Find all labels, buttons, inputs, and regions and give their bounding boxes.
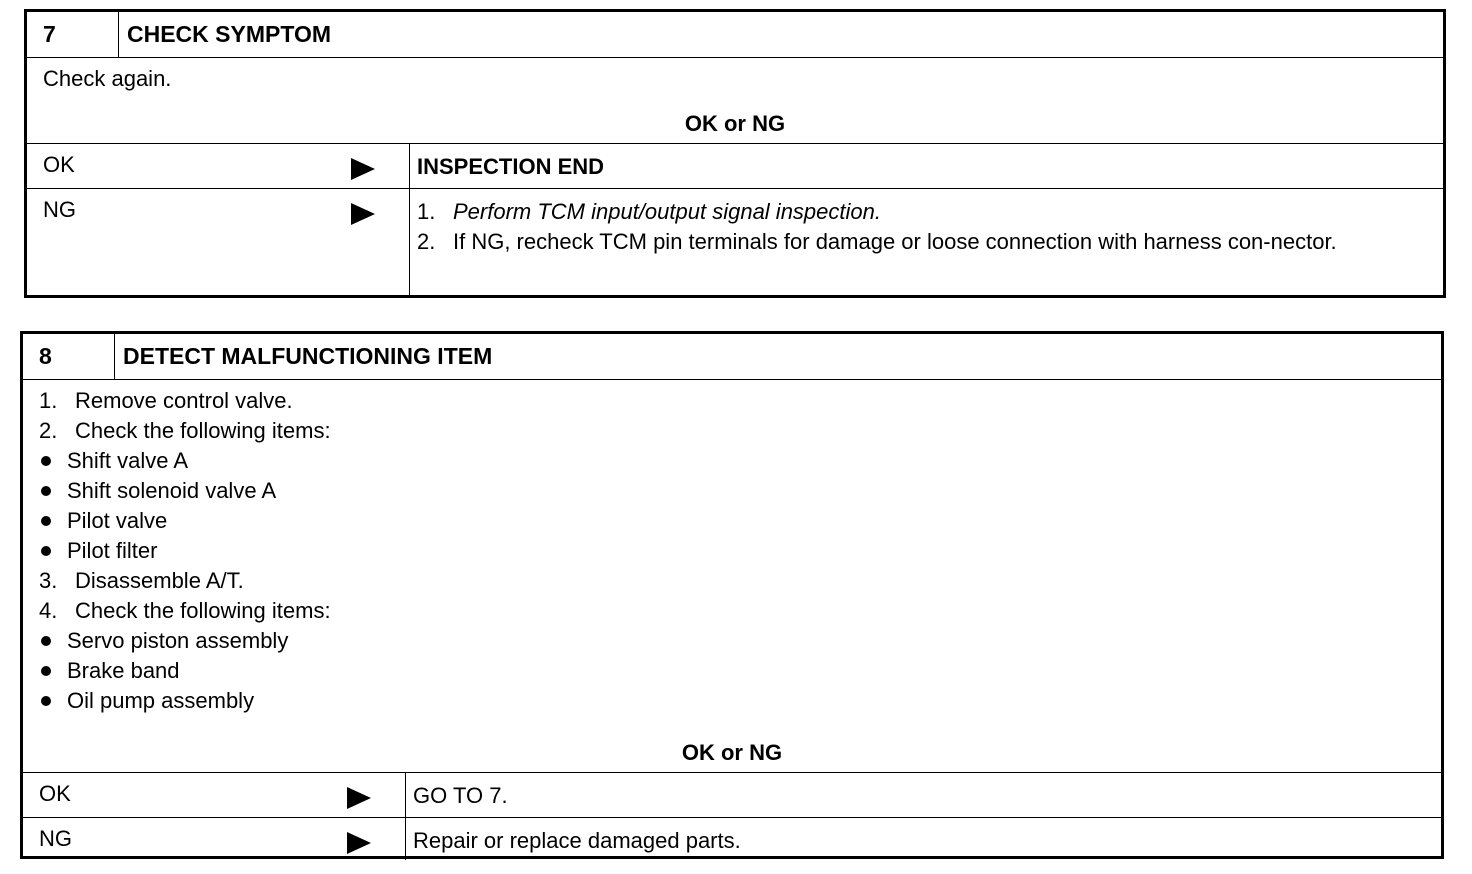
list-item: 2. Check the following items:	[39, 418, 331, 443]
step-number: 7	[27, 12, 119, 57]
ok-result: INSPECTION END	[417, 154, 605, 179]
arrow-right-icon	[347, 832, 371, 854]
instruction-text: Check again.	[43, 66, 172, 91]
ok-label: OK	[43, 152, 75, 177]
step-8-header	[23, 334, 1441, 380]
bullet-icon	[41, 696, 51, 706]
ok-label-cell	[27, 144, 410, 188]
ng-result-row	[27, 188, 1443, 295]
ng-label: NG	[39, 826, 72, 851]
bullet-icon	[41, 666, 51, 676]
bullet-icon	[41, 546, 51, 556]
list-item: Shift valve A	[39, 446, 1441, 476]
list-item: Oil pump assembly	[39, 686, 1441, 716]
bullet-icon	[41, 486, 51, 496]
arrow-right-icon	[351, 158, 375, 180]
ng-result-row	[23, 817, 1441, 860]
step-7-table	[24, 9, 1446, 298]
step-title: CHECK SYMPTOM	[127, 21, 332, 47]
step-title: DETECT MALFUNCTIONING ITEM	[123, 343, 493, 369]
ok-result-row	[23, 773, 1441, 817]
ng-result: Repair or replace damaged parts.	[413, 828, 741, 853]
bullet-icon	[41, 636, 51, 646]
list-item: Brake band	[39, 656, 1441, 686]
ng-result	[410, 189, 1443, 295]
step-number: 8	[23, 334, 115, 379]
ng-label-cell	[23, 818, 406, 860]
bullet-icon	[41, 516, 51, 526]
list-item: Servo piston assembly	[39, 626, 1441, 656]
list-item: Shift solenoid valve A	[39, 476, 1441, 506]
list-item: 1. Remove control valve.	[39, 388, 293, 413]
ng-label: NG	[43, 197, 76, 222]
list-item: 4. Check the following items:	[39, 598, 331, 623]
list-item: Pilot valve	[39, 506, 1441, 536]
list-item: 1. Perform TCM input/output signal inspection.	[417, 199, 881, 224]
step-8-table	[20, 331, 1444, 859]
list-item: 2. If NG, recheck TCM pin terminals for damage or loose connection with harness con-nector.	[417, 229, 1337, 254]
ok-or-ng-label: OK or NG	[23, 733, 1441, 773]
list-item: Pilot filter	[39, 536, 1441, 566]
ok-label: OK	[39, 781, 71, 806]
ok-or-ng-label: OK or NG	[27, 104, 1443, 144]
ok-result: GO TO 7.	[413, 783, 508, 808]
arrow-right-icon	[351, 203, 375, 225]
step-7-header	[27, 12, 1443, 58]
arrow-right-icon	[347, 787, 371, 809]
bullet-icon	[41, 456, 51, 466]
step-7-body	[27, 58, 1443, 104]
ok-label-cell	[23, 773, 406, 817]
step-8-body	[23, 380, 1441, 733]
list-item: 3. Disassemble A/T.	[39, 568, 244, 593]
ng-label-cell	[27, 189, 410, 295]
ok-result-row	[27, 144, 1443, 188]
